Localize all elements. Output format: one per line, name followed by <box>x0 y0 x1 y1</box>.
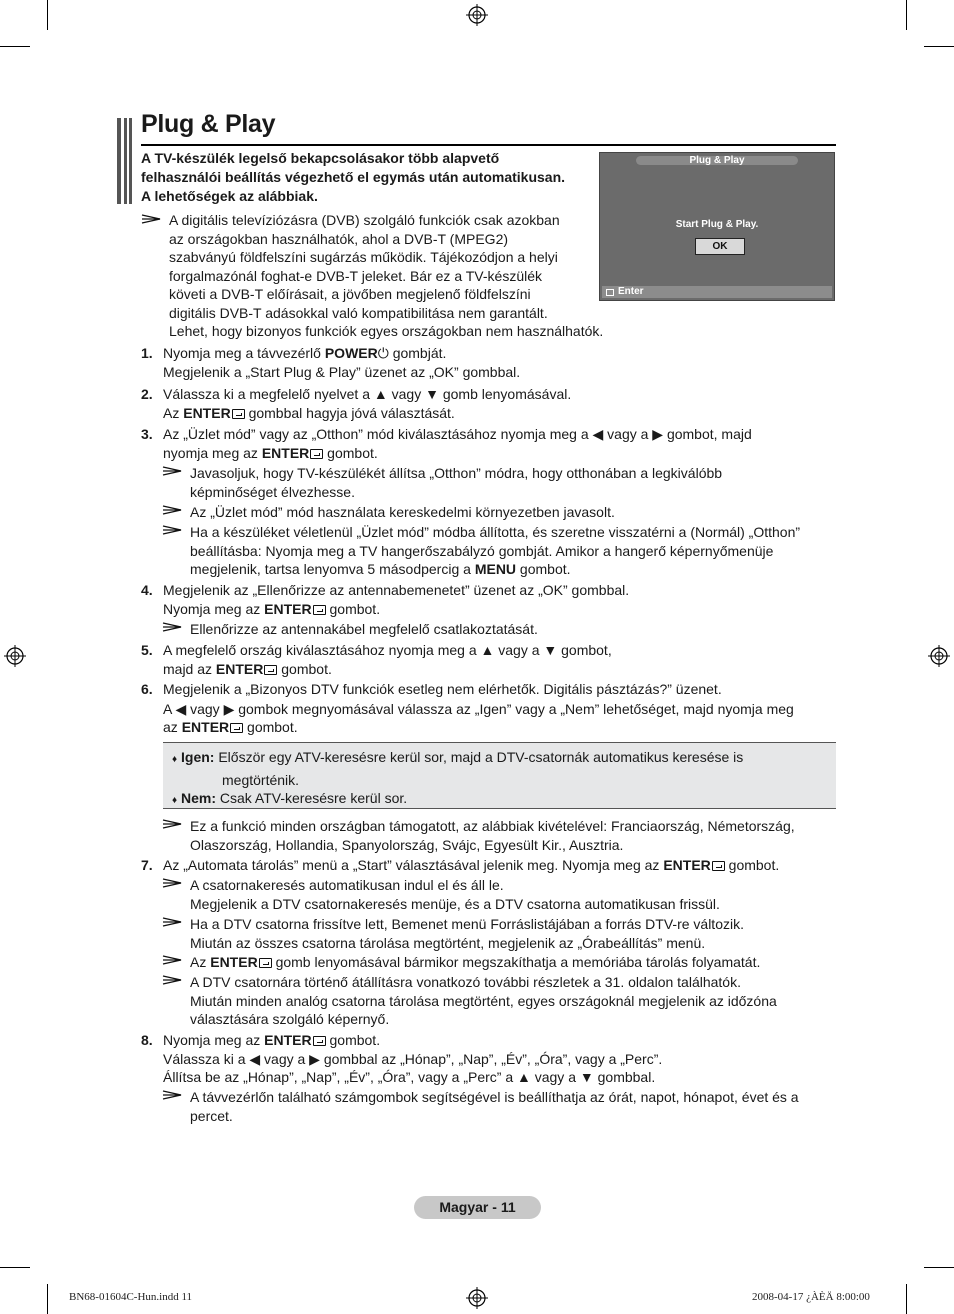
registration-mark-icon <box>4 645 26 667</box>
step-8-note-1: A távvezérlőn található számgombok segítségével is beállíthatja az órát, napot, hónapot, évet és a percet. <box>190 1089 799 1124</box>
note-arrow-icon <box>162 819 182 829</box>
note-arrow-icon <box>162 975 182 985</box>
step-number: 2. <box>141 386 153 402</box>
step-number: 8. <box>141 1032 153 1048</box>
note-line: forgalmazónál foghat-e DVB-T jeleket. Bár ez a TV-készülék <box>169 267 542 284</box>
note-arrow-icon <box>162 1090 182 1100</box>
enter-icon <box>232 409 245 419</box>
step-7-note-4: A DTV csatornára történő átállításra vonatkozó további részletek a 31. oldalon találhatók. Miután minden analóg csatorna tárolása megtörtént, egyes országoknál megjelenik az időzóna választására szolgáló képernyő. <box>190 974 777 1027</box>
enter-icon <box>264 665 277 675</box>
note-line: Lehet, hogy bizonyos funkciók egyes országokban nem használhatók. <box>169 323 604 339</box>
crop-mark <box>47 1284 48 1314</box>
step-7-note-3: Az ENTER gomb lenyomásával bármikor megszakíthatja a memóriába tárolás folyamatát. <box>190 954 761 970</box>
note-line: A digitális televíziózásra (DVB) szolgáló funkciók csak azokban <box>169 212 560 228</box>
dvb-note <box>169 211 639 341</box>
intro-line: A lehetőségek az alábbiak. <box>141 188 318 204</box>
file-slug: BN68-01604C-Hun.indd 11 <box>69 1291 193 1303</box>
title-rule <box>141 144 836 146</box>
intro-line: felhasználói beállítás végezhető el egymás után automatikusan. <box>141 169 566 185</box>
step-number: 7. <box>141 857 153 873</box>
intro-text <box>141 149 601 206</box>
step-number: 3. <box>141 426 153 442</box>
step-8: Nyomja meg az ENTER gombot. Válassza ki a ◀ vagy a ▶ gombbal az „Hónap”, „Nap”, „Év”, „Óra”, vagy a „Perc”. Állítsa be az „Hónap”, „Nap”, „Év”, „Óra”, vagy a „Perc” a ▲ vagy a ▼ gombbal. <box>163 1032 663 1085</box>
enter-icon <box>712 861 725 871</box>
screen-message: Start Plug & Play. <box>675 219 759 230</box>
step-5: A megfelelő ország kiválasztásához nyomja meg a ▲ vagy a ▼ gombot, majd az ENTER gombot. <box>163 642 612 677</box>
crop-mark <box>924 46 954 47</box>
step-6-note-1: Ez a funkció minden országban támogatott, az alábbiak kivételével: Franciaország, Németország, Olaszország, Hollandia, Spanyolország, Svájc, Egyesült Kir., Ausztria. <box>190 818 795 853</box>
note-arrow-icon <box>162 525 182 535</box>
step-2: Válassza ki a megfelelő nyelvet a ▲ vagy ▼ gomb lenyomásával. Az ENTER gombbal hagyja jóvá választását. <box>163 386 572 421</box>
note-arrow-icon <box>162 466 182 476</box>
step-7-note-1: A csatornakeresés automatikusan indul el és áll le. Megjelenik a DTV csatornakeresés menüje, és a DTV csatorna automatikusan frissül. <box>190 877 720 912</box>
step-3-note-2: Az „Üzlet mód” mód használata kereskedelmi környezetben javasolt. <box>190 504 615 520</box>
note-line: követi a DVB-T előírásait, a jövőben megjelenő földfelszíni <box>169 286 531 302</box>
power-icon: ⏻ <box>377 345 389 361</box>
screen-ok-button: OK <box>695 238 745 255</box>
screen-footer-label: Enter <box>618 286 644 297</box>
step-7-note-2: Ha a DTV csatorna frissítve lett, Bemenet menü Forráslistájában a forrás DTV-re változik. Miután az összes csatorna tárolása megtörtént, megjelenik az „Órabeállítás” menü. <box>190 916 744 951</box>
page-number-badge: Magyar - 11 <box>414 1196 541 1219</box>
intro-line: A TV-készülék legelső bekapcsolásakor több alapvető <box>141 150 500 166</box>
note-arrow-icon <box>162 917 182 927</box>
note-arrow-icon <box>162 505 182 515</box>
enter-icon <box>313 1036 326 1046</box>
option-igen: ♦ Igen: Először egy ATV-keresésre kerül sor, majd a DTV-csatornák automatikus keresése is megtörténik. <box>172 749 744 788</box>
title-decoration <box>117 118 133 204</box>
note-arrow-icon <box>162 955 182 965</box>
step-3-note-3: Ha a készüléket véletlenül „Üzlet mód” módba állította, és szeretne visszatérni a (Normál) „Otthon” beállításba: Nyomja meg a TV hangerőszabályzó gombját. Amikor a hangerő képernyőmenüje megjelenik, tartsa lenyomva 5 másodpercig a MENU gombot. <box>190 524 801 577</box>
step-number: 6. <box>141 681 153 697</box>
crop-mark <box>0 1267 30 1268</box>
note-arrow-icon <box>162 878 182 888</box>
crop-mark <box>47 0 48 30</box>
step-7: Az „Automata tárolás” menü a „Start” választásával jelenik meg. Nyomja meg az ENTER gombot. <box>163 857 780 873</box>
note-line: digitális DVB-T adásokkal való kompatibilitása nem garantált. <box>169 304 548 321</box>
step-3: Az „Üzlet mód” vagy az „Otthon” mód kiválasztásához nyomja meg a ◀ vagy a ▶ gombot, majd nyomja meg az ENTER gombot. <box>163 426 752 461</box>
crop-mark <box>906 1284 907 1314</box>
crop-mark <box>0 46 30 47</box>
step-number: 4. <box>141 582 153 598</box>
enter-icon <box>259 958 272 968</box>
note-line: az országokban használhatók, ahol a DVB-T (MPEG2) <box>169 230 509 247</box>
registration-mark-icon <box>466 1287 488 1309</box>
note-arrow-icon <box>141 214 161 224</box>
step-6: Megjelenik a „Bizonyos DTV funkciók esetleg nem elérhetők. Digitális pásztázás?” üzenet. A ◀ vagy ▶ gombok megnyomásával válassza az „Igen” vagy a „Nem” lehetőséget, majd nyomja meg az ENTER gombot. <box>163 681 794 735</box>
enter-icon <box>310 449 323 459</box>
step-4-note-1: Ellenőrizze az antennakábel megfelelő csatlakoztatását. <box>190 621 538 637</box>
step-3-note-1: Javasoljuk, hogy TV-készülékét állítsa „Otthon” módra, hogy otthonában a legkiválóbb képminőséget élvezhesse. <box>190 465 723 500</box>
step-1: Nyomja meg a távvezérlő POWER⏻ gombját. Megjelenik a „Start Plug & Play” üzenet az „OK” gombbal. <box>163 345 521 380</box>
note-arrow-icon <box>162 622 182 632</box>
date-slug: 2008-04-17 ¿ÀÈÄ 8:00:00 <box>752 1291 870 1303</box>
options-box <box>163 742 836 809</box>
page-title: Plug & Play <box>141 110 276 138</box>
step-number: 1. <box>141 345 153 361</box>
enter-icon <box>230 723 243 733</box>
note-line: szabványú földfelszíni sugárzás működik. Tájékozódjon a helyi <box>169 249 558 265</box>
enter-icon <box>313 605 326 615</box>
crop-mark <box>906 0 907 30</box>
step-number: 5. <box>141 642 153 658</box>
screen-header: Plug & Play <box>636 156 798 165</box>
crop-mark <box>924 1267 954 1268</box>
step-4: Megjelenik az „Ellenőrizze az antennabemenetet” üzenet az „OK” gombbal. Nyomja meg az ENTER gombot. <box>163 582 630 617</box>
registration-mark-icon <box>466 4 488 26</box>
registration-mark-icon <box>928 645 950 667</box>
option-nem: ♦ Nem: Csak ATV-keresésre kerül sor. <box>172 790 408 806</box>
